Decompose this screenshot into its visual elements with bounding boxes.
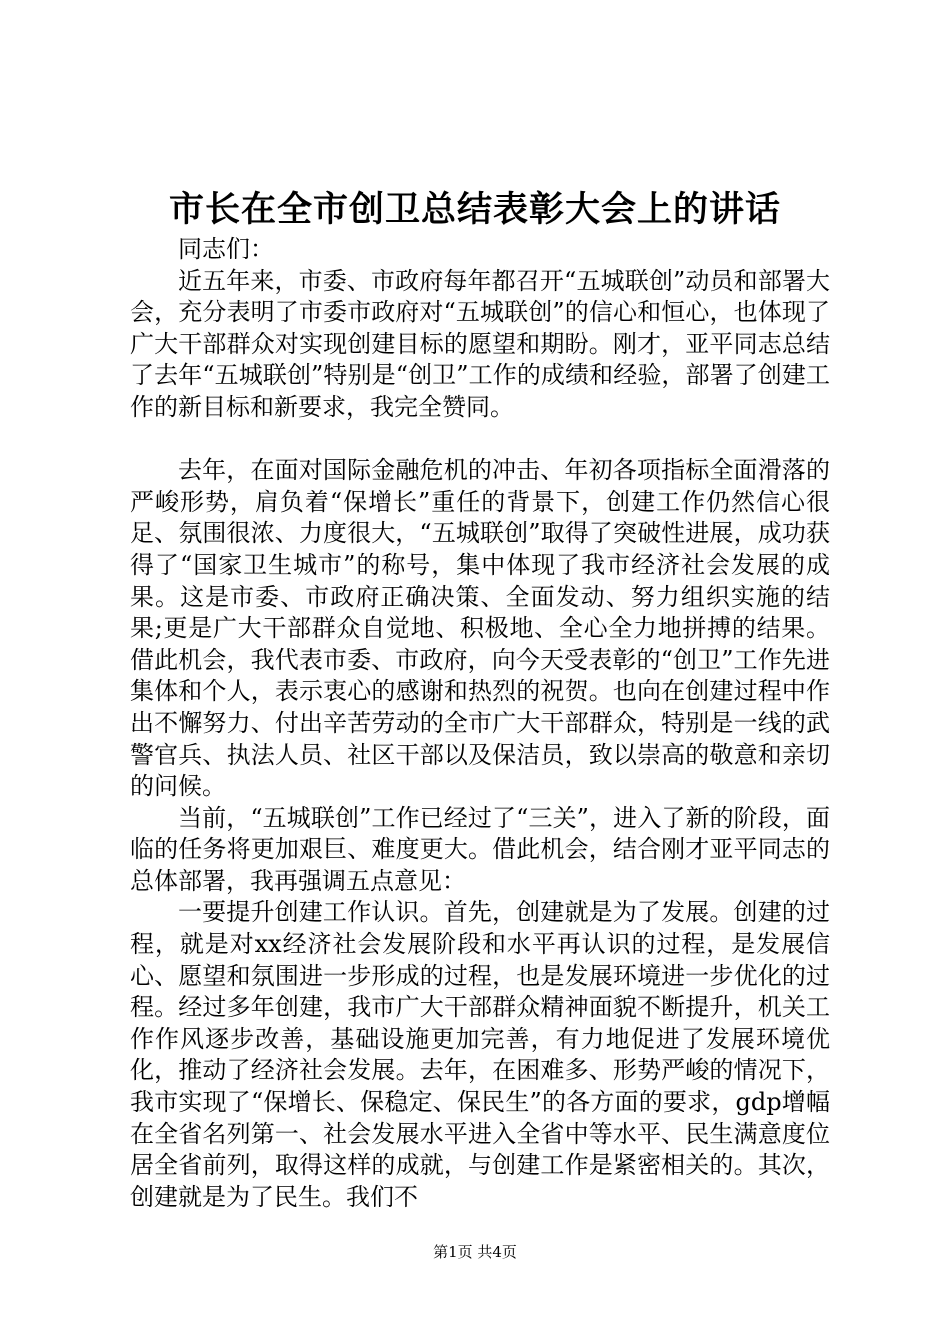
document-title: 市长在全市创卫总结表彰大会上的讲话 [168, 189, 781, 230]
salutation-paragraph: 同志们： [178, 235, 274, 263]
document-body [130, 234, 830, 1213]
body-paragraph: 近五年来，市委、市政府每年都召开“五城联创”动员和部署大会，充分表明了市委市政府对“五城联创”的信心和恒心，也体现了广大干部群众对实现创建目标的愿望和期盼。刚才，亚平同志总结了去年“五城联创”特别是“创卫”工作的成绩和经验，部署了创建工作的新目标和新要求，我完全赞同。 [130, 266, 830, 421]
page-footer: 第1页 共4页 [433, 1243, 517, 1261]
body-paragraph: 一要提升创建工作认识。首先，创建就是为了发展。创建的过程，就是对xx经济社会发展阶段和水平再认识的过程，是发展信心、愿望和氛围进一步形成的过程，也是发展环境进一步优化的过程。经过多年创建，我市广大干部群众精神面貌不断提升，机关工作作风逐步改善，基础设施更加完善，有力地促进了发展环境优化，推动了经济社会发展。去年，在困难多、形势严峻的情况下，我市实现了“保增长、保稳定、保民生”的各方面的要求，gdp增幅在全省名列第一、社会发展水平进入全省中等水平、民生满意度位居全省前列，取得这样的成就，与创建工作是紧密相关的。其次，创建就是为了民生。我们不 [130, 898, 830, 1211]
body-paragraph: 当前，“五城联创”工作已经过了“三关”，进入了新的阶段，面临的任务将更加艰巨、难度更大。借此机会，结合刚才亚平同志的总体部署，我再强调五点意见： [130, 803, 830, 895]
body-paragraph: 去年，在面对国际金融危机的冲击、年初各项指标全面滑落的严峻形势，肩负着“保增长”重任的背景下，创建工作仍然信心很足、氛围很浓、力度很大，“五城联创”取得了突破性进展，成功获得了“国家卫生城市”的称号，集中体现了我市经济社会发展的成果。这是市委、市政府正确决策、全面发动、努力组织实施的结果;更是广大干部群众自觉地、积极地、全心全力地拼搏的结果。借此机会，我代表市委、市政府，向今天受表彰的“创卫”工作先进集体和个人，表示衷心的感谢和热烈的祝贺。也向在创建过程中作出不懈努力、付出辛苦劳动的全市广大干部群众，特别是一线的武警官兵、执法人员、社区干部以及保洁员，致以崇高的敬意和亲切的问候。 [130, 456, 830, 801]
